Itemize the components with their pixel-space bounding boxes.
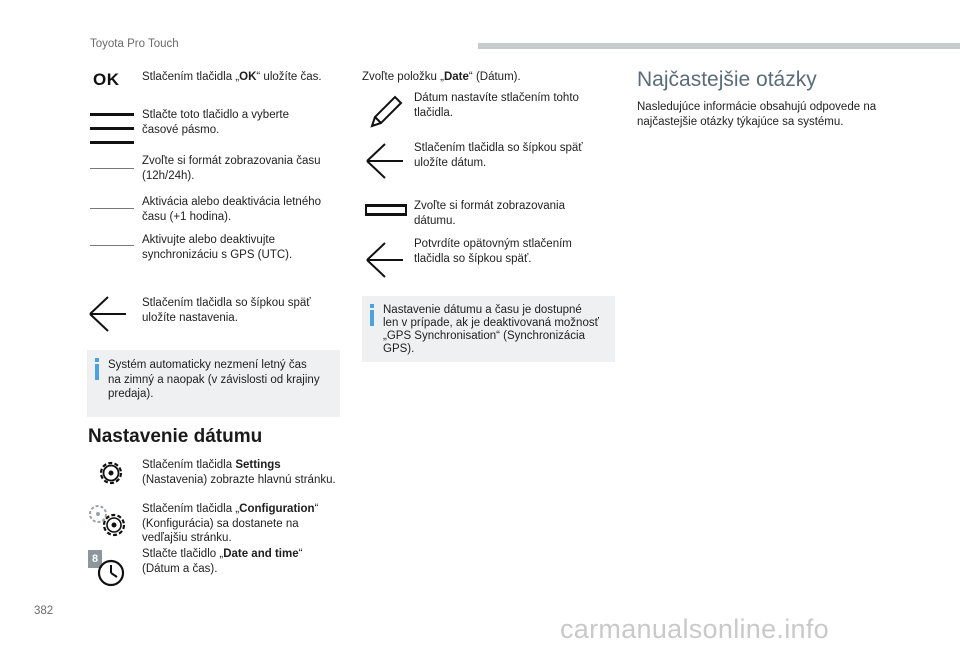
section-title-date: Nastavenie dátumu: [88, 426, 263, 447]
running-header: Toyota Pro Touch: [90, 38, 179, 50]
back-arrow-icon: [365, 241, 405, 279]
date-time-icon: [88, 550, 128, 588]
date-time-instruction: Stlačte tlačidlo „Date and time“ (Dátum a čas).: [142, 548, 303, 575]
page-number: 382: [34, 605, 54, 617]
badge-8: 8: [88, 550, 102, 568]
ok-icon: OK: [93, 70, 120, 89]
gear-icon: [97, 459, 125, 487]
info-icon: [95, 358, 99, 380]
ok-instruction: Stlačením tlačidla „OK“ uložíte čas.: [142, 71, 322, 83]
pencil-icon: [369, 93, 405, 129]
info-note-time: Systém automaticky nezmení letný čas na zimný a naopak (v závislosti od krajiny predaja).: [87, 350, 340, 417]
set-date-instruction: Dátum nastavíte stlačením tohto tlačidla.: [414, 92, 579, 119]
info-note-date: Nastavenie dátumu a času je dostupné len v prípade, ak je deaktivovaná možnosť „GPS Synchronisation“ (Synchronizácia GPS).: [362, 296, 615, 362]
back-arrow-icon: [365, 142, 405, 180]
info-icon: [370, 304, 374, 326]
confirm-instruction: Potvrdíte opätovným stlačením tlačidla so šípkou späť.: [414, 238, 572, 265]
configuration-instruction: Stlačením tlačidla „Configuration“ (Konfigurácia) sa dostanete na vedľajšiu stránku.: [142, 503, 319, 544]
toggle-line-icon: [90, 168, 134, 169]
select-date-instruction: Zvoľte položku „Date“ (Dátum).: [362, 71, 521, 83]
back-arrow-icon: [88, 295, 128, 333]
configuration-gears-icon: [87, 502, 129, 540]
settings-instruction: Stlačením tlačidla Settings (Nastavenia) zobrazte hlavnú stránku.: [142, 459, 336, 486]
save-date-instruction: Stlačením tlačidla so šípkou späť uložíte dátum.: [414, 142, 583, 169]
faq-title: Najčastejšie otázky: [637, 68, 817, 91]
save-settings-instruction: Stlačením tlačidla so šípkou späť uložíte nastavenia.: [142, 297, 311, 324]
date-format-icon: [365, 203, 407, 217]
date-format-instruction: Zvoľte si formát zobrazovania dátumu.: [414, 200, 565, 227]
gps-sync-instruction: Aktivujte alebo deaktivujte synchronizáciu s GPS (UTC).: [142, 234, 293, 261]
summer-time-instruction: Aktivácia alebo deaktivácia letného času (+1 hodina).: [142, 196, 322, 223]
time-format-instruction: Zvoľte si formát zobrazovania času (12h/24h).: [142, 155, 321, 182]
timezone-instruction: Stlačte toto tlačidlo a vyberte časové pásmo.: [142, 109, 290, 136]
header-bar: [478, 43, 960, 49]
toggle-line-icon: [90, 208, 134, 209]
toggle-line-icon: [90, 245, 134, 246]
menu-icon: [90, 112, 134, 146]
clock-icon: [96, 558, 126, 588]
watermark: carmanualsonline.info: [560, 614, 829, 644]
faq-intro: Nasledujúce informácie obsahujú odpovede na najčastejšie otázky týkajúce sa systému.: [637, 101, 877, 128]
